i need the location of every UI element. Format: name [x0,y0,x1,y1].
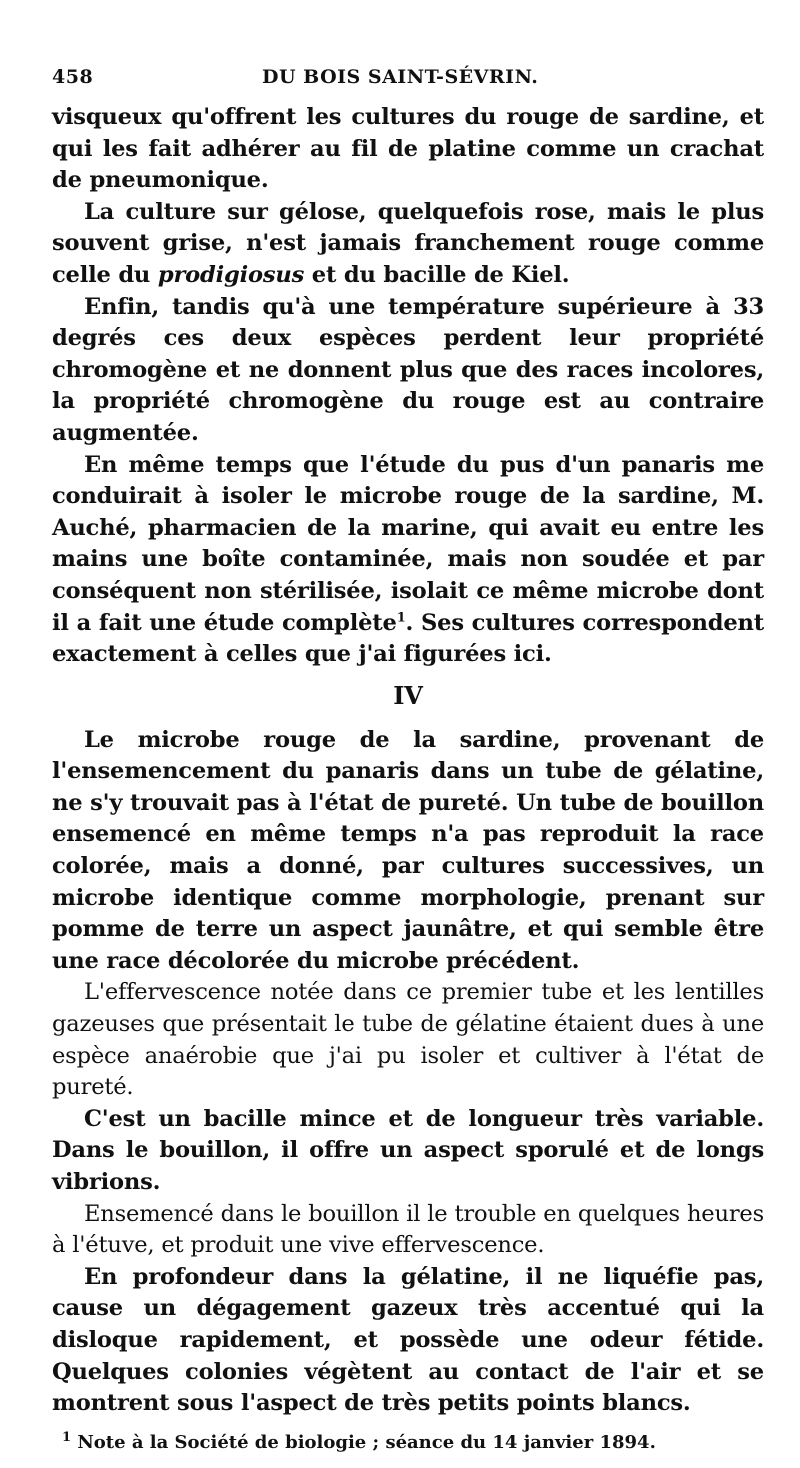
paragraph-temperature: Enfin, tandis qu'à une température supérieure à 33 degrés ces deux espèces perdent leur propriété chromogène et ne donnent plus que des races incolores, la propriété chromogène du rouge est au contraire augmentée. [52,293,764,446]
paragraph-effervescence: L'effervescence notée dans ce premier tube et les lentilles gazeuses que présentait le tube de gélatine étaient dues à une espèce anaérobie que j'ai pu isoler et cultiver à l'état de pureté. [52,979,764,1101]
taxon-prodigiosus: prodigiosus [157,261,305,288]
footnote-reference: 1 [396,609,406,625]
footnote-text: Note à la Société de biologie ; séance du 14 janvier 1894. [77,1431,656,1453]
paragraph-gelose-text: La culture sur gélose, quelquefois rose, mais le plus souvent grise, n'est jamais franchement rouge comme celle du [52,198,764,288]
paragraph-bacille: C'est un bacille mince et de longueur très variable. Dans le bouillon, il offre un aspect sporulé et de longs vibrions. [52,1105,764,1195]
paragraph-bouillon: Ensemencé dans le bouillon il le trouble en quelques heures à l'étuve, et produit une vive effervescence. [52,1200,764,1259]
paragraph-gelose-end: et du bacille de Kiel. [304,261,570,288]
paragraph-auche-text: En même temps que l'étude du pus d'un panaris me conduirait à isoler le microbe rouge de la sardine, M. Auché, pharmacien de la marine, qui avait eu entre les mains une boîte contaminée, mais non soudée et par conséquent non stérilisée, isolait ce même microbe dont il a fait une étude complète [52,451,764,636]
section-heading: IV [393,680,423,710]
paragraph-auche-end: . Ses cultures correspondent exactement à celles que j'ai figurées ici. [52,609,765,668]
body-text [52,102,764,1420]
book-page [52,66,765,1453]
paragraph-auche [52,450,764,671]
running-head: DU BOIS SAINT-SÉVRIN. [262,66,539,88]
footnote-mark: 1 [62,1429,72,1445]
page-number: 458 [52,66,94,88]
page-header [52,66,764,102]
paragraph-continuation: visqueux qu'offrent les cultures du rouge de sardine, et qui les fait adhérer au fil de platine comme un crachat de pneumonique. [52,104,764,194]
paragraph-microbe-rouge: Le microbe rouge de la sardine, provenant de l'ensemencement du panaris dans un tube de gélatine, ne s'y trouvait pas à l'état de pureté. Un tube de bouillon ensemencé en même temps n'a pas reproduit la race colorée, mais a donné, par cultures successives, un microbe identique comme morphologie, prenant sur pomme de terre un aspect jaunâtre, et qui semble être une race décolorée du microbe précédent. [52,726,764,974]
paragraph-gelose [52,197,764,292]
footnote [52,1430,764,1456]
paragraph-gelatine: En profondeur dans la gélatine, il ne liquéfie pas, cause un dégagement gazeux très accentué qui la disloque rapidement, et possède une odeur fétide. Quelques colonies végètent au contact de l'air et se montrent sous l'aspect de très petits points blancs. [52,1263,764,1417]
